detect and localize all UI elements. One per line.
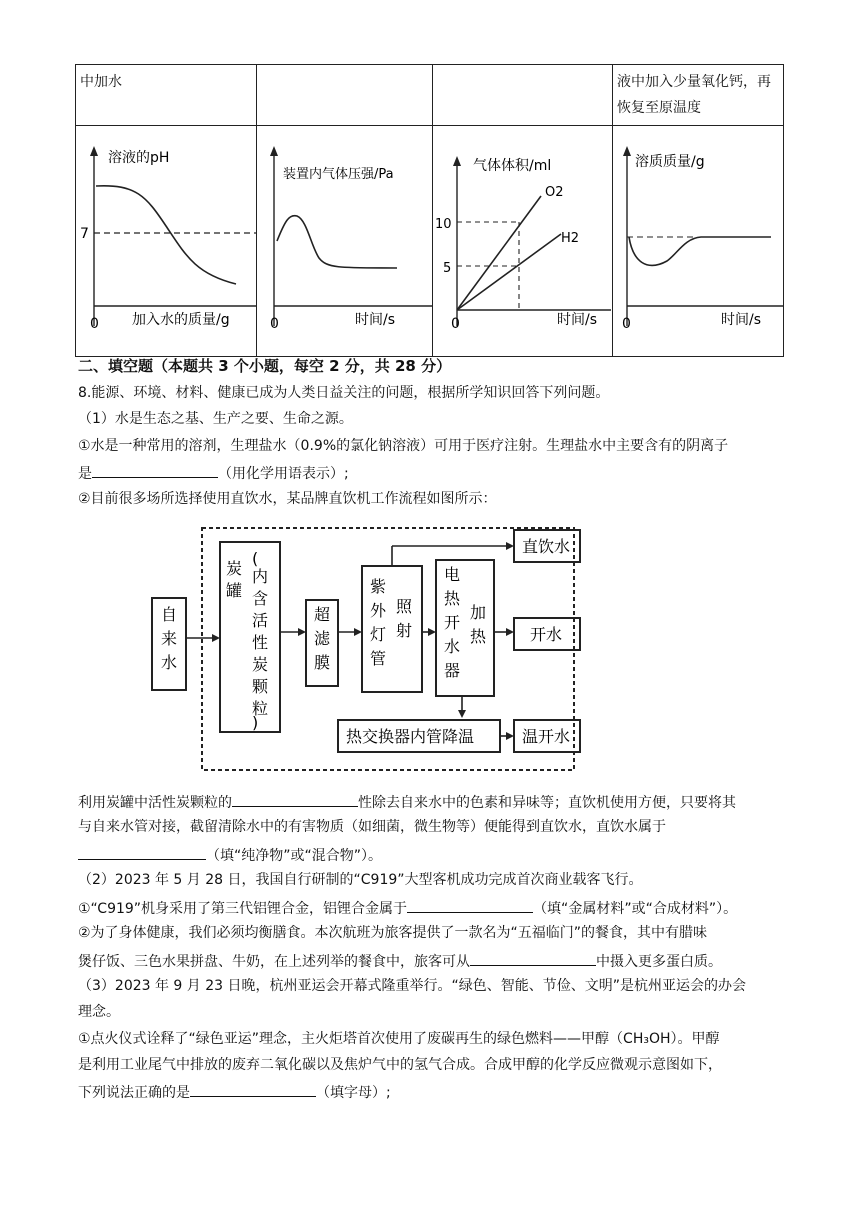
q1a-pre-text: 是 bbox=[78, 466, 92, 482]
answer-blank[interactable] bbox=[92, 463, 218, 478]
q2a-line bbox=[78, 898, 737, 918]
answer-blank[interactable] bbox=[232, 792, 358, 807]
subquestion-3-line2: 理念。 bbox=[78, 1004, 120, 1020]
q2a-post: （填“金属材料”或“合成材料”）。 bbox=[533, 901, 738, 917]
cell-text: 中加水 bbox=[80, 74, 122, 90]
pressure-curve bbox=[277, 216, 397, 268]
series-label-o2: O2 bbox=[545, 185, 564, 200]
heat-exchanger-label: 热交换器内管降温 bbox=[346, 727, 475, 746]
q2b-post: 中摄入更多蛋白质。 bbox=[596, 954, 722, 970]
q3a-pre: 下列说法正确的是 bbox=[78, 1085, 190, 1101]
q1a-line2 bbox=[78, 463, 349, 483]
solute-curve bbox=[629, 237, 771, 265]
q1a-post: （用化学用语表示）; bbox=[218, 466, 349, 482]
q3a-line2: 是利用工业尾气中排放的废弃二氧化碳以及焦炉气中的氢气合成。合成甲醇的化学反应微观示意图如下， bbox=[78, 1057, 722, 1073]
q1c-line1 bbox=[78, 792, 736, 812]
cell-line: 液中加入少量氧化钙，再 bbox=[617, 74, 771, 90]
x-axis-label: 时间/s bbox=[355, 312, 396, 328]
q1c-line3 bbox=[78, 845, 382, 865]
graph-table bbox=[75, 64, 784, 357]
x-axis-label: 时间/s bbox=[557, 312, 598, 328]
origin-label: 0 bbox=[270, 316, 279, 332]
answer-blank[interactable] bbox=[407, 898, 533, 913]
direct-water-label: 直饮水 bbox=[522, 537, 571, 556]
x-axis-label: 时间/s bbox=[721, 312, 762, 328]
table-cell bbox=[257, 65, 433, 126]
q2b-line2 bbox=[78, 951, 722, 971]
ph-curve bbox=[96, 186, 236, 284]
graph-cell-ph bbox=[76, 126, 257, 357]
q2a-pre: ①“C919”机身采用了第三代铝锂合金，铝锂合金属于 bbox=[78, 901, 408, 917]
gas-volume-graph bbox=[433, 126, 612, 352]
o2-line bbox=[457, 196, 541, 310]
origin-label: 0 bbox=[451, 316, 460, 332]
answer-blank[interactable] bbox=[190, 1082, 316, 1097]
q1c-post: 性除去自来水中的色素和异味等；直饮机使用方便，只要将其 bbox=[358, 795, 736, 811]
y-tick-label: 10 bbox=[435, 217, 452, 232]
q1c-post2: （填“纯净物”或“混合物”）。 bbox=[206, 848, 383, 864]
ultrafilter-label: 超滤膜 bbox=[314, 605, 331, 672]
q1a-line1: ①水是一种常用的溶剂，生理盐水（0.9%的氯化钠溶液）可用于医疗注射。生理盐水中主要含有的阴离子 bbox=[78, 438, 729, 454]
graph-cell-solute bbox=[613, 126, 784, 357]
y-tick-label: 5 bbox=[443, 261, 452, 276]
carbon-tank-label: 炭罐 (内含活性炭颗粒) bbox=[226, 549, 269, 732]
q1c-line2: 与自来水管对接，截留清除水中的有害物质（如细菌，微生物等）便能得到直饮水，直饮水属于 bbox=[78, 819, 666, 835]
table-cell bbox=[433, 65, 613, 126]
warm-water-label: 温开水 bbox=[522, 727, 571, 746]
series-label-h2: H2 bbox=[561, 231, 580, 246]
subquestion-2: （2）2023 年 5 月 28 日，我国自行研制的“C919”大型客机成功完成首次商业载客飞行。 bbox=[78, 872, 643, 888]
origin-label: 0 bbox=[90, 316, 99, 332]
graph-cell-pressure bbox=[257, 126, 433, 357]
y-axis-label: 溶质质量/g bbox=[635, 154, 705, 170]
section-heading: 二、填空题（本题共 3 个小题，每空 2 分，共 28 分） bbox=[78, 357, 452, 375]
ph-graph bbox=[76, 126, 256, 352]
cell-line: 恢复至原温度 bbox=[617, 100, 701, 116]
h2-line bbox=[457, 234, 561, 310]
cell-text bbox=[613, 65, 783, 125]
y-axis-label: 气体体积/ml bbox=[473, 158, 552, 174]
table-cell bbox=[613, 65, 784, 126]
q3a-post: （填字母）; bbox=[316, 1085, 391, 1101]
solute-mass-graph bbox=[613, 126, 783, 352]
q2b-pre: 煲仔饭、三色水果拼盘、牛奶，在上述列举的餐食中，旅客可从 bbox=[78, 954, 470, 970]
tap-water-label: 自来水 bbox=[161, 605, 178, 672]
y-axis-label: 装置内气体压强/Pa bbox=[283, 167, 394, 182]
x-axis-label: 加入水的质量/g bbox=[132, 312, 230, 328]
question-intro: 8.能源、环境、材料、健康已成为人类日益关注的问题，根据所学知识回答下列问题。 bbox=[78, 385, 610, 401]
q3a-line1: ①点火仪式诠释了“绿色亚运”理念，主火炬塔首次使用了废碳再生的绿色燃料——甲醇（CH₃OH）。甲醇 bbox=[78, 1031, 720, 1047]
q2b-line1: ②为了身体健康，我们必须均衡膳食。本次航班为旅客提供了一款名为“五福临门”的餐食，其中有腊味 bbox=[78, 925, 708, 941]
subquestion-1: （1）水是生态之基、生产之要、生命之源。 bbox=[78, 411, 353, 427]
q1c-pre: 利用炭罐中活性炭颗粒的 bbox=[78, 795, 232, 811]
q3a-line3 bbox=[78, 1082, 391, 1102]
subquestion-3-line1: （3）2023 年 9 月 23 日晚，杭州亚运会开幕式隆重举行。“绿色、智能、节俭、文明”是杭州亚运会的办会 bbox=[78, 978, 747, 994]
pressure-graph bbox=[257, 126, 432, 352]
table-cell bbox=[76, 65, 257, 126]
origin-label: 0 bbox=[622, 316, 631, 332]
y-axis-label: 溶液的pH bbox=[108, 150, 170, 166]
answer-blank[interactable] bbox=[470, 951, 596, 966]
answer-blank[interactable] bbox=[78, 845, 206, 860]
boiling-water-label: 开水 bbox=[530, 625, 563, 644]
q1b-text: ②目前很多场所选择使用直饮水，某品牌直饮机工作流程如图所示： bbox=[78, 491, 497, 507]
graph-cell-volume bbox=[433, 126, 613, 357]
heater-label: 电热开水器加热 bbox=[444, 565, 487, 680]
uv-lamp-label: 紫外灯管照射 bbox=[370, 577, 413, 668]
y-tick-label: 7 bbox=[80, 226, 89, 242]
water-dispenser-flowchart bbox=[76, 520, 596, 778]
